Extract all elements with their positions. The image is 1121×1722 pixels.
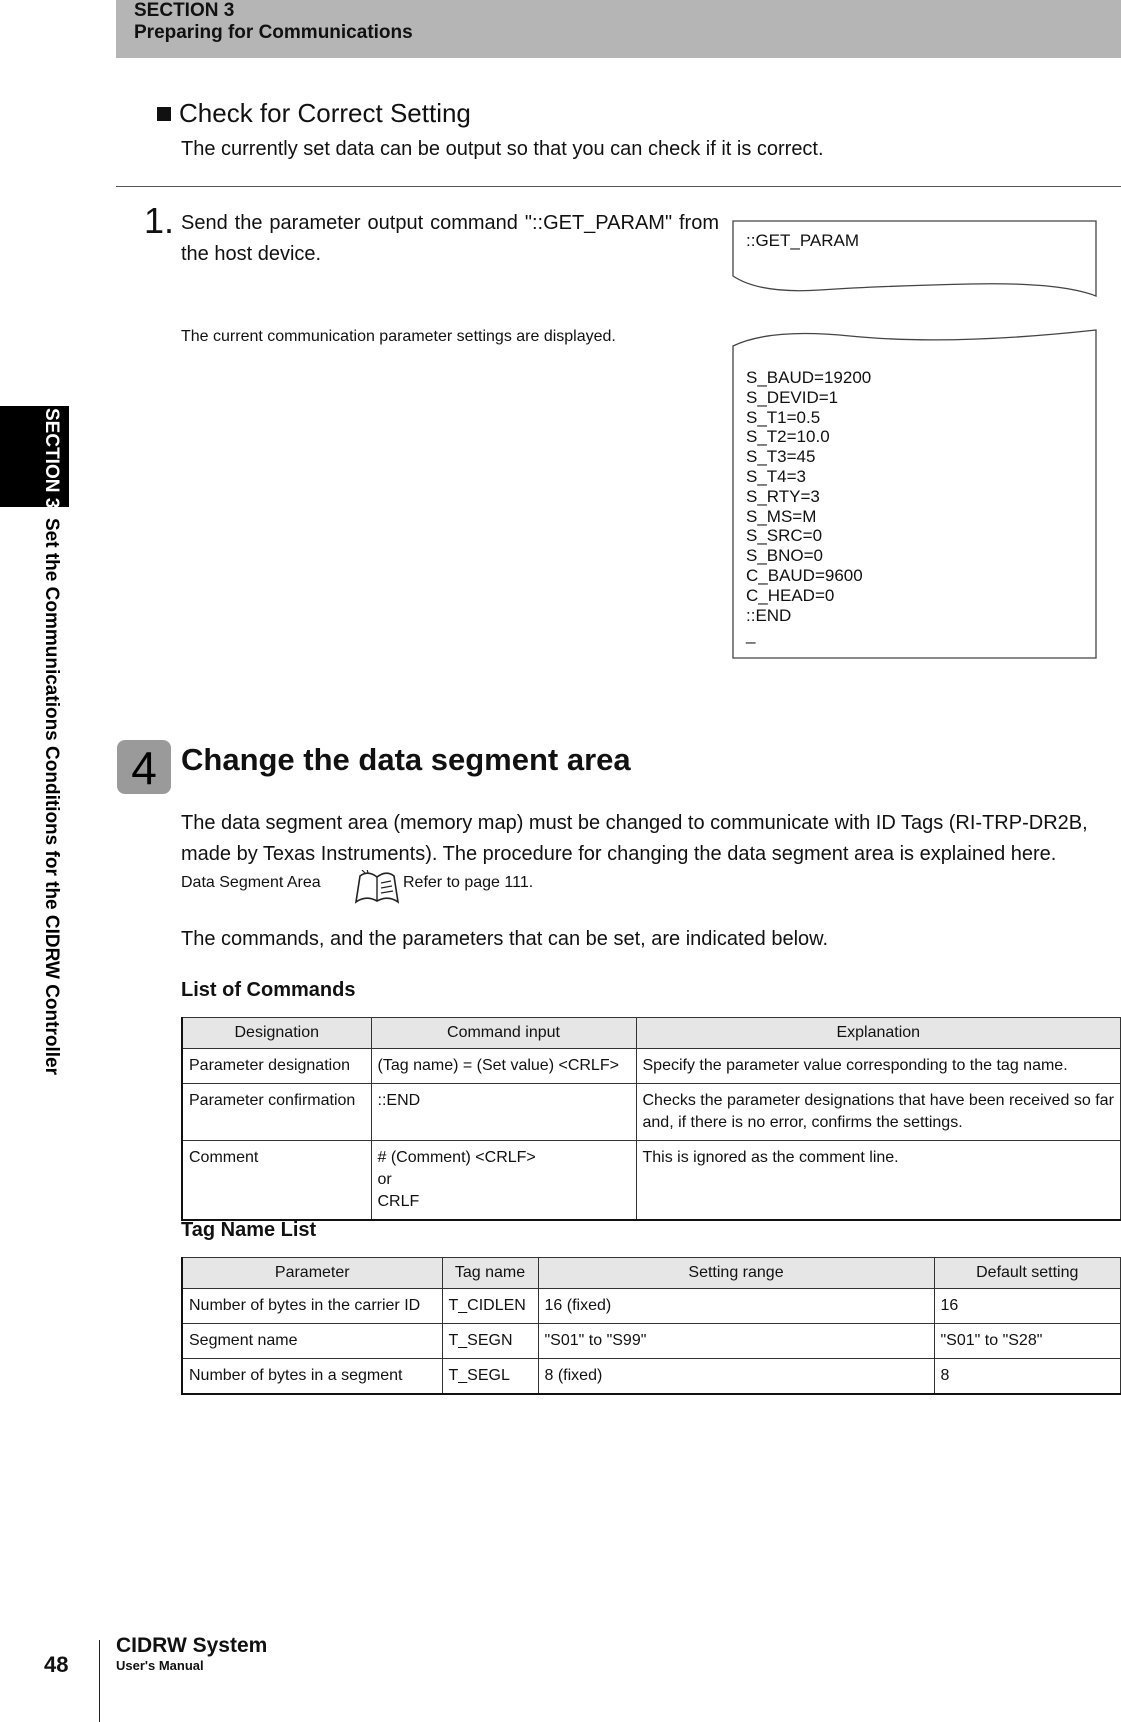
table-header: Parameter xyxy=(182,1258,442,1289)
table-cell: 8 (fixed) xyxy=(538,1359,934,1395)
table-header: Tag name xyxy=(442,1258,538,1289)
output-line: S_RTY=3 xyxy=(746,486,820,506)
table-cell: Number of bytes in a segment xyxy=(182,1359,442,1395)
output-line: S_T2=10.0 xyxy=(746,427,830,447)
table-row xyxy=(182,1289,1121,1324)
output-lines xyxy=(746,368,871,645)
side-tab-section: SECTION 3 xyxy=(41,408,62,509)
output-line: S_DEVID=1 xyxy=(746,387,839,407)
tags-table xyxy=(181,1257,1121,1395)
section-intro: The data segment area (memory map) must be changed to communicate with ID Tags (RI-TRP-DR2B, made by Texas Instruments). The procedure for changing the data segment area is explained here. xyxy=(181,812,1088,865)
ref-label: Data Segment Area xyxy=(181,874,321,891)
output-line: S_T4=3 xyxy=(746,466,807,486)
footer-divider xyxy=(99,1640,100,1722)
table-cell: T_CIDLEN xyxy=(442,1289,538,1324)
table-row xyxy=(182,1049,1121,1084)
table-header: Default setting xyxy=(934,1258,1121,1289)
output-line: S_BNO=0 xyxy=(746,546,824,566)
commands-table-title: List of Commands xyxy=(181,979,356,1001)
header-section: SECTION 3 xyxy=(134,0,235,21)
table-cell: Parameter designation xyxy=(182,1049,371,1084)
footer-product: CIDRW System xyxy=(116,1634,268,1657)
table-header: Command input xyxy=(371,1018,636,1049)
header-title: Preparing for Communications xyxy=(134,22,413,43)
tags-table-title: Tag Name List xyxy=(181,1219,317,1241)
commands-table xyxy=(181,1017,1121,1221)
table-cell: (Tag name) = (Set value) <CRLF> xyxy=(371,1049,636,1084)
table-cell: "S01" to "S28" xyxy=(934,1324,1121,1359)
table-cell: # (Comment) <CRLF> or CRLF xyxy=(371,1141,636,1221)
output-line: S_T3=45 xyxy=(746,447,816,467)
table-cell: 16 xyxy=(934,1289,1121,1324)
table-cell: 16 (fixed) xyxy=(538,1289,934,1324)
table-cell: 8 xyxy=(934,1359,1121,1395)
table-cell: Specify the parameter value corresponding to the tag name. xyxy=(636,1049,1121,1084)
section-title: Change the data segment area xyxy=(181,742,631,777)
check-heading: Check for Correct Setting xyxy=(157,98,471,129)
output-line: C_BAUD=9600 xyxy=(746,565,863,585)
table-cell: This is ignored as the comment line. xyxy=(636,1141,1121,1221)
ref-text: Refer to page 111. xyxy=(403,874,534,891)
footer-manual: User's Manual xyxy=(116,1658,204,1673)
output-line: S_MS=M xyxy=(746,506,817,526)
output-line: C_HEAD=0 xyxy=(746,585,835,605)
output-line: ::END xyxy=(746,605,792,625)
table-header: Explanation xyxy=(636,1018,1121,1049)
side-tab-title: Set the Communications Conditions for the CIDRW Controller xyxy=(41,518,62,1075)
table-cell: Number of bytes in the carrier ID xyxy=(182,1289,442,1324)
output-line: S_SRC=0 xyxy=(746,526,823,546)
section-number-badge: 4 xyxy=(117,740,171,794)
table-cell: Comment xyxy=(182,1141,371,1221)
commands-note: The commands, and the parameters that can be set, are indicated below. xyxy=(181,928,829,950)
table-cell: T_SEGL xyxy=(442,1359,538,1395)
check-description: The currently set data can be output so that you can check if it is correct. xyxy=(181,138,824,160)
section-header xyxy=(116,0,1121,58)
page-number: 48 xyxy=(44,1652,69,1677)
step-number: 1. xyxy=(144,200,175,241)
table-cell: Checks the parameter designations that have been received so far and, if there is no error, confirms the settings. xyxy=(636,1084,1121,1141)
table-cell: Segment name xyxy=(182,1324,442,1359)
divider xyxy=(116,186,1121,187)
table-cell: "S01" to "S99" xyxy=(538,1324,934,1359)
command-box-text: ::GET_PARAM xyxy=(746,231,860,250)
square-bullet-icon xyxy=(157,107,171,121)
output-line: _ xyxy=(746,625,756,645)
book-reference-icon xyxy=(354,870,400,906)
table-row xyxy=(182,1359,1121,1395)
table-row xyxy=(182,1324,1121,1359)
table-row xyxy=(182,1141,1121,1221)
table-header: Designation xyxy=(182,1018,371,1049)
table-cell: ::END xyxy=(371,1084,636,1141)
table-row xyxy=(182,1084,1121,1141)
result-note: The current communication parameter settings are displayed. xyxy=(181,328,616,345)
step-text: Send the parameter output command "::GET_PARAM" from the host device. xyxy=(181,212,719,265)
table-cell: Parameter confirmation xyxy=(182,1084,371,1141)
table-cell: T_SEGN xyxy=(442,1324,538,1359)
output-line: S_T1=0.5 xyxy=(746,407,821,427)
output-line: S_BAUD=19200 xyxy=(746,368,872,387)
table-header: Setting range xyxy=(538,1258,934,1289)
